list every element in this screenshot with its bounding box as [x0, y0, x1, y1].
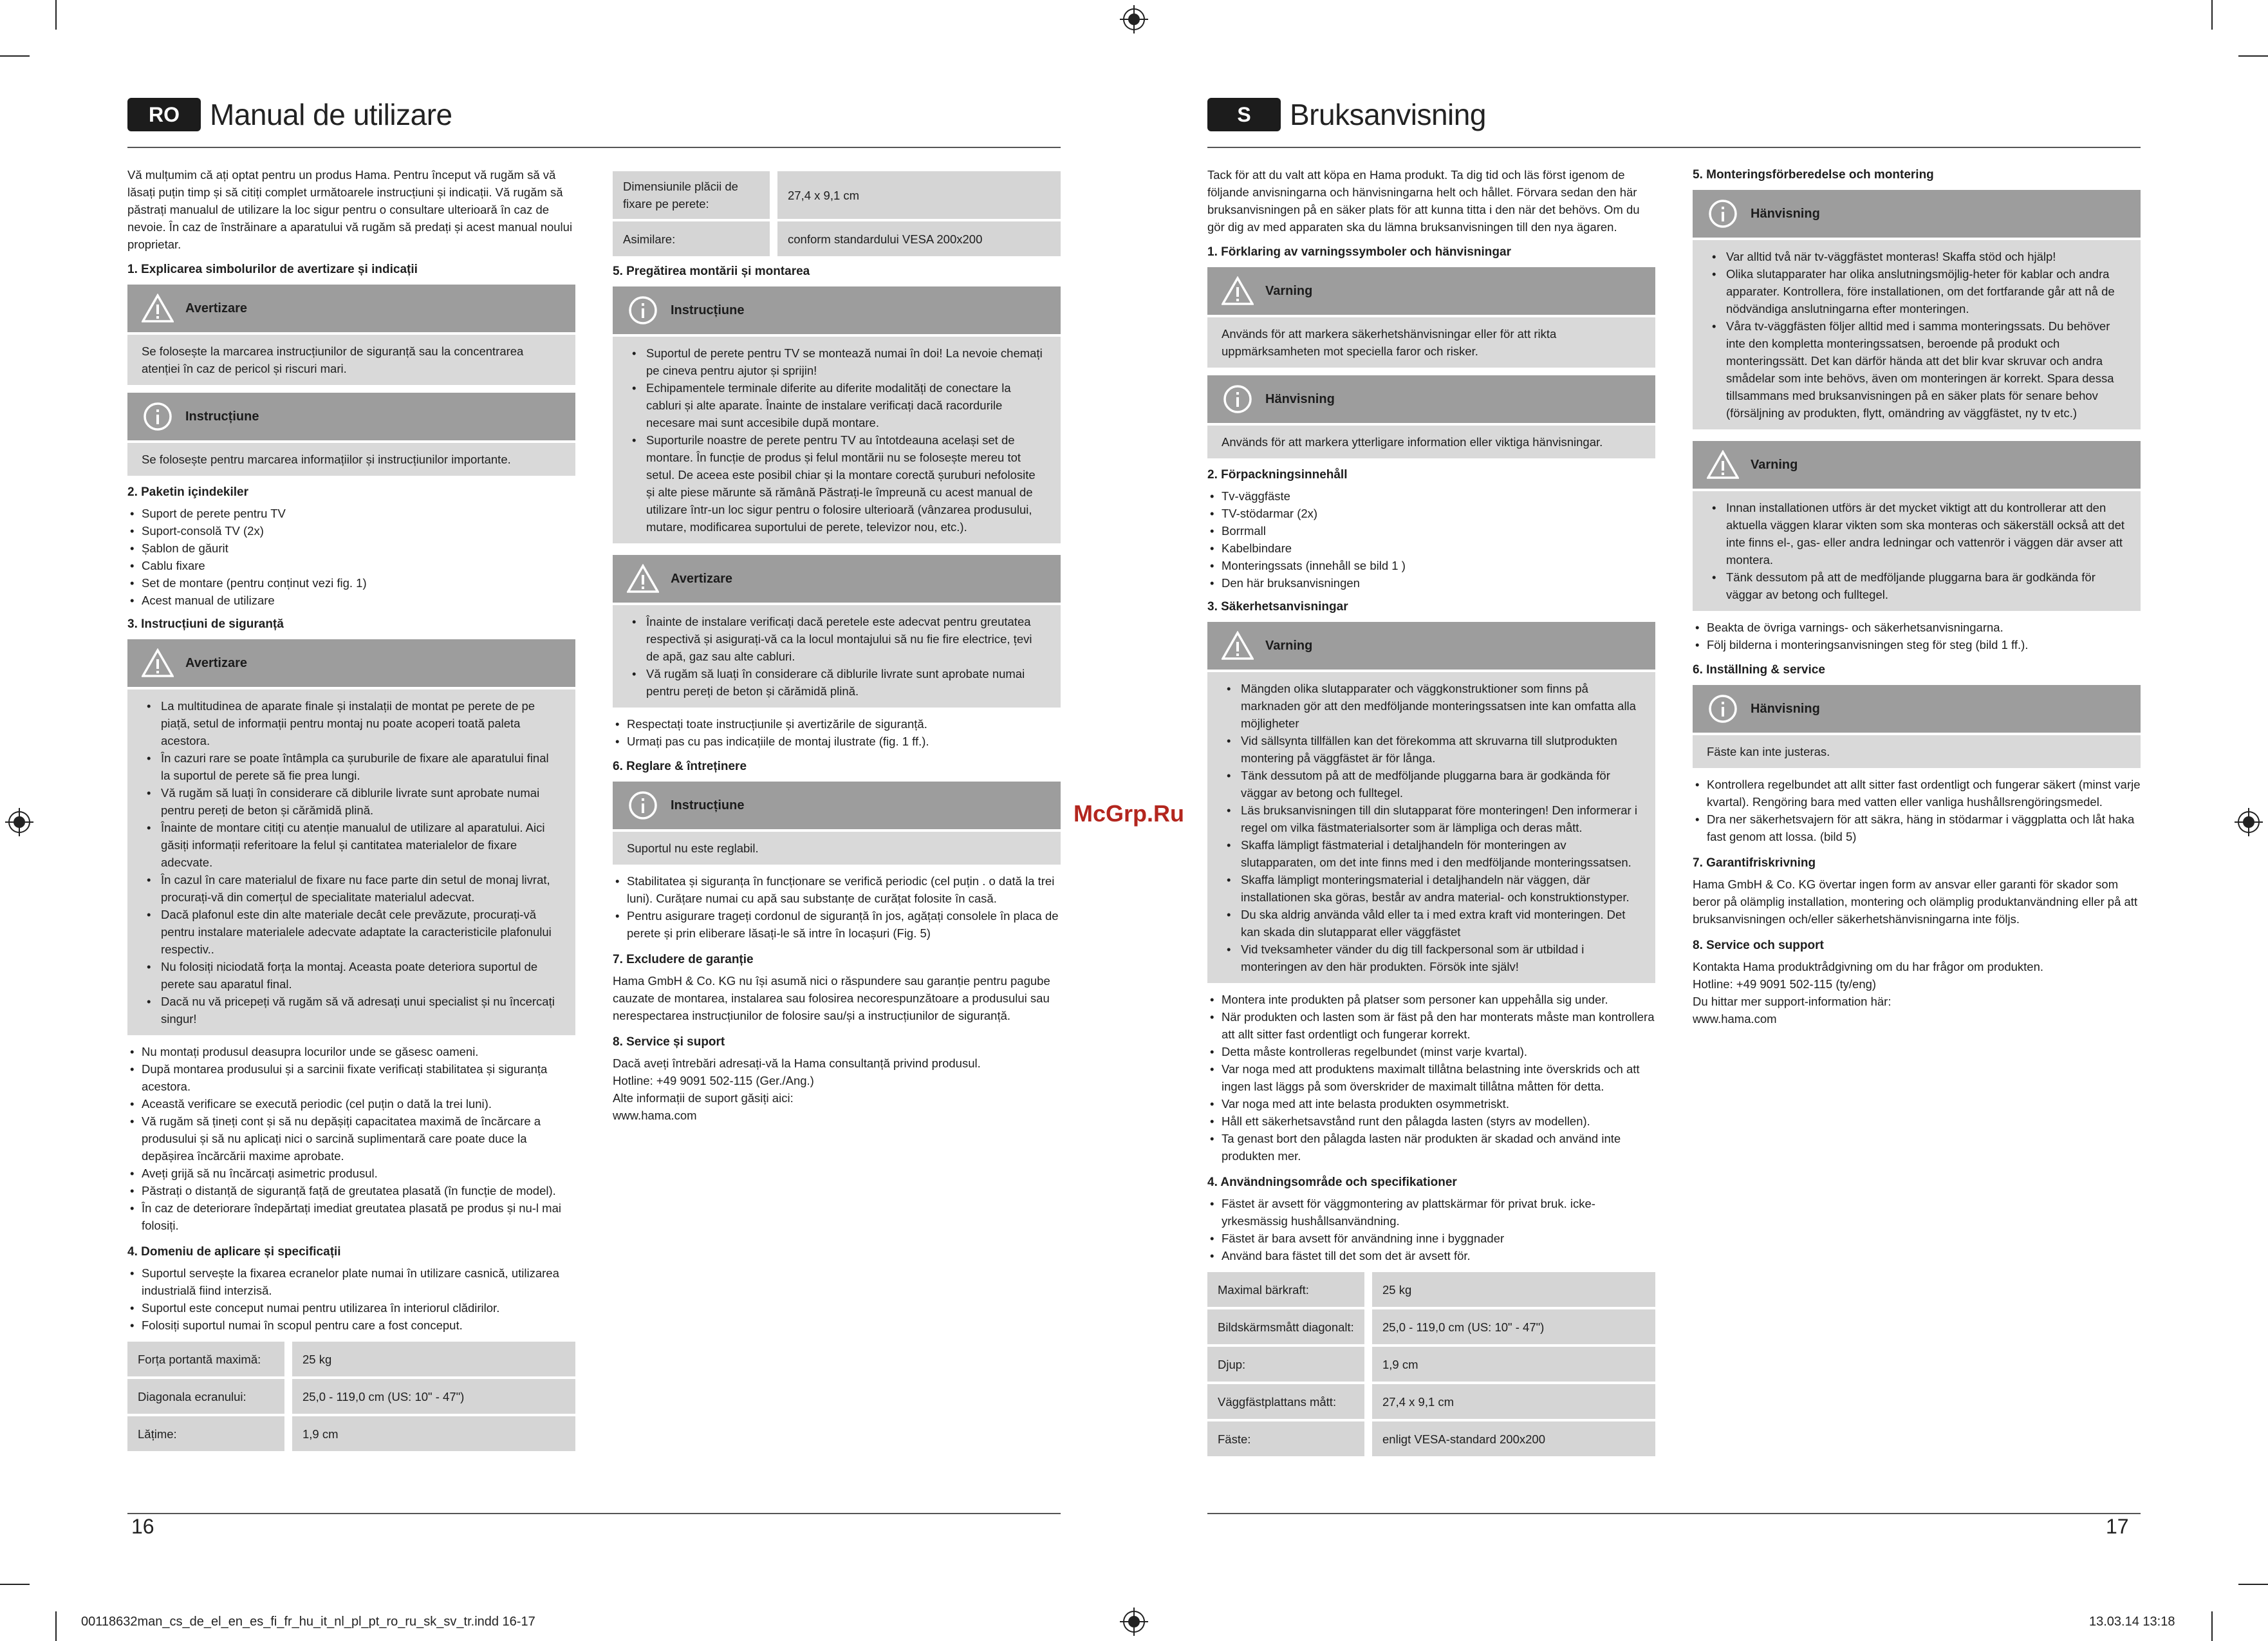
- usage-list: [127, 1264, 575, 1334]
- table-row: [1207, 1309, 1655, 1344]
- table-row: [1207, 1384, 1655, 1419]
- package-contents-list: [1207, 487, 1655, 592]
- section-heading: 1. Explicarea simbolurilor de avertizare și indicații: [127, 263, 418, 276]
- left-column-2: [613, 169, 1061, 1124]
- warranty-text: Hama GmbH & Co. KG övertar ingen form av ansvar eller garanti för skador som beror på olämplig installation, montering och olämplig produktanvändning eller på att bruksanvisningen och/eller säkerhetshänvisningarna inte följs.: [1693, 877, 2138, 926]
- list-item: • Șablon de găurit: [127, 539, 575, 557]
- service-line: Hotline: +49 9091 502-115 (ty/eng): [1693, 977, 1877, 991]
- spec-key: Forța portantă maximă:: [127, 1342, 292, 1376]
- warning-triangle-icon: [1222, 630, 1254, 662]
- table-row: [613, 221, 1061, 256]
- warning-box: [127, 285, 575, 385]
- section-heading: 8. Service och support: [1693, 939, 1824, 952]
- list-item: • Urmați pas cu pas indicațiile de montaj ilustrate (fig. 1 ff.).: [613, 733, 1061, 750]
- note-text: Se folosește pentru marcarea informațiilor și instrucțiunilor importante.: [127, 443, 575, 476]
- page-number: 17: [2106, 1515, 2129, 1538]
- spec-table: [613, 169, 1061, 259]
- footer-rule: [1207, 1513, 2141, 1514]
- maintenance-list: [1693, 776, 2141, 845]
- section-heading: 4. Domeniu de aplicare și specificații: [127, 1245, 341, 1259]
- note-label: Hänvisning: [1265, 391, 1335, 406]
- note-label: Hänvisning: [1751, 206, 1820, 221]
- list-item: • Această verificare se execută periodic (cel puțin o dată la trei luni).: [127, 1095, 575, 1112]
- warning-triangle-icon: [142, 292, 174, 324]
- list-item: • Den här bruksanvisningen: [1207, 574, 1655, 592]
- list-item: • Läs bruksanvisningen till din slutapparat före monteringen! Den informerar i regel om vilka fästmaterialsorter som är lämpliga och deras mått.: [1222, 802, 1641, 836]
- spec-key: Fäste:: [1207, 1421, 1372, 1456]
- list-item: • Du ska aldrig använda våld eller ta i med extra kraft vid monteringen. Det kan skada din slutapparat eller väggfästet: [1222, 906, 1641, 941]
- warranty-text: Hama GmbH & Co. KG nu își asumă nici o răspundere sau garanție pentru pagube cauzate de montarea, instalarea sau folosirea necorespunzătoare a produsului sau nerespectarea instrucțiunilor de folosire sau/și a instrucțiunilor de siguranță.: [613, 974, 1050, 1022]
- page-title: Manual de utilizare: [210, 97, 452, 131]
- warning-text: Se folosește la marcarea instrucțiunilor de siguranță sau la concentrarea atenției în caz de pericol și riscuri mari.: [127, 335, 575, 385]
- right-column-1: [1207, 166, 1655, 1459]
- list-item: • Innan installationen utförs är det mycket viktigt att du kontrollerar att den aktuella väggen klarar vikten som ska monteras och säkerställ också att det inte finns el-, gas- eller andra ledningar och vattenrör i väggen där avser att montera.: [1707, 499, 2126, 568]
- list-item: • Stabilitatea și siguranța în funcționare se verifică periodic (cel puțin . o dată la trei luni). Curățare numai cu apă sau substanțe de curățat folosite în casă.: [613, 872, 1061, 907]
- list-item: • În caz de deteriorare îndepărtați imediat greutatea plasată pe produs și nu-l mai folosiți.: [127, 1199, 575, 1234]
- list-item: • Använd bara fästet till det som det är avsett för.: [1207, 1247, 1655, 1264]
- note-box: [613, 782, 1061, 865]
- list-item: • Olika slutapparater har olika anslutningsmöjlig-heter för kablar och andra apparater. Kontrollera, före installationen, om det fortfarande går att nå de nödvändiga anslutningarna efter monteringen.: [1707, 265, 2126, 317]
- list-item: • Tv-väggfäste: [1207, 487, 1655, 505]
- table-row: [1207, 1421, 1655, 1456]
- warning-triangle-icon: [627, 563, 659, 595]
- spec-table: [127, 1339, 575, 1454]
- note-text: Fäste kan inte justeras.: [1693, 735, 2141, 768]
- info-icon: [627, 789, 659, 821]
- list-item: • Ta genast bort den pålagda lasten när produkten är skadad och använd inte produkten mer.: [1207, 1130, 1655, 1165]
- list-item: • Folosiți suportul numai în scopul pentru care a fost conceput.: [127, 1317, 575, 1334]
- note-text: Används för att markera ytterligare information eller viktiga hänvisningar.: [1207, 426, 1655, 458]
- note-box: [1693, 685, 2141, 768]
- slug-date: 13.03.14 13:18: [2089, 1615, 2175, 1629]
- language-badge: RO: [127, 98, 201, 131]
- list-item: • Suporturile noastre de perete pentru TV au întotdeauna același set de montare. În funcție de produs și felul montării nu se folosește mereu tot setul. De aceea este posibil chiar și la montare corectă șuruburi nefolosite și alte piese mărunte să rămână Păstrați-le împreună cu acest manual de utilizare într-un loc sigur pentru o folosire ulterioară (vânzarea produsului, mutare, modificarea suportului de perete, televizor nou, etc.).: [627, 431, 1046, 536]
- right-column-2: [1693, 166, 2141, 1027]
- section-heading: 7. Garantifriskrivning: [1693, 856, 1816, 870]
- list-item: • Beakta de övriga varnings- och säkerhetsanvisningarna.: [1693, 619, 2141, 636]
- note-label: Instrucțiune: [185, 409, 259, 424]
- list-item: • Vid tveksamheter vänder du dig till fackpersonal som är utbildad i monteringen av den här produkten. Försök inte själv!: [1222, 941, 1641, 975]
- section-heading: 2. Förpackningsinnehåll: [1207, 468, 1348, 482]
- section-heading: 6. Reglare & întreținere: [613, 760, 747, 773]
- section-heading: 5. Monteringsförberedelse och montering: [1693, 168, 1934, 182]
- list-item: • Mängden olika slutapparater och väggkonstruktioner som finns på marknaden gör att den medföljande monteringssatsen inte kan omfatta alla möjligheter: [1222, 680, 1641, 732]
- spec-key: Djup:: [1207, 1347, 1372, 1382]
- list-item: • Skaffa lämpligt fästmaterial i detaljhandeln för monteringen av slutapparaten, om det inte finns med i den medföljande monteringssatsen.: [1222, 836, 1641, 871]
- spec-key: Bildskärmsmått diagonalt:: [1207, 1309, 1372, 1344]
- service-line: Dacă aveți întrebări adresați-vă la Hama consultanță privind produsul.: [613, 1056, 981, 1070]
- list-item: • Tänk dessutom på att de medföljande pluggarna bara är godkända för väggar av betong och fulltegel.: [1707, 568, 2126, 603]
- warning-label: Avertizare: [185, 301, 247, 315]
- list-item: • Set de montare (pentru conținut vezi fig. 1): [127, 574, 575, 592]
- page-number: 16: [131, 1515, 154, 1538]
- list-item: • Skaffa lämpligt monteringsmaterial i detaljhandeln när väggen, där installationen ska göras, består av andra material- och konstruktionstyper.: [1222, 871, 1641, 906]
- section-heading: 3. Instrucțiuni de siguranță: [127, 617, 284, 631]
- list-item: • Nu folosiți niciodată forța la montaj. Aceasta poate deteriora suportul de perete sau aparatul final.: [142, 958, 561, 993]
- list-item: • Kabelbindare: [1207, 539, 1655, 557]
- list-item: • Suportul servește la fixarea ecranelor plate numai în utilizare casnică, utilizarea industrială fiind interzisă.: [127, 1264, 575, 1299]
- spec-value: 1,9 cm: [1372, 1347, 1655, 1382]
- section-heading: 7. Excludere de garanție: [613, 953, 754, 966]
- list-item: • TV-stödarmar (2x): [1207, 505, 1655, 522]
- warning-label: Varning: [1265, 283, 1313, 298]
- language-badge: S: [1207, 98, 1281, 131]
- list-item: • Monteringssats (innehåll se bild 1 ): [1207, 557, 1655, 574]
- usage-list: [1207, 1195, 1655, 1264]
- mounting-list: [613, 715, 1061, 750]
- list-item: • Înainte de montare citiți cu atenție manualul de utilizare al aparatului. Aici găsiți informații referitoare la felul și cantitatea materialelor de fixare adecvate.: [142, 819, 561, 871]
- warning-label: Varning: [1751, 457, 1798, 472]
- mounting-list: [1693, 619, 2141, 653]
- list-item: • Cablu fixare: [127, 557, 575, 574]
- section-heading: 3. Säkerhetsanvisningar: [1207, 600, 1348, 614]
- warning-box: [613, 555, 1061, 708]
- list-item: • Våra tv-väggfästen följer alltid med i samma monteringssats. Du behöver inte den kompletta monteringssatsen, beroende på produkt och monteringssätt. Det kan därför hända att det blir kvar skruvar och andra smådelar som inte behövs, även om monteringen är korrekt. Spara dessa tillsammans med bruksanvisningen på en säker plats för senare behov (försäljning av produkten, flytt, omändring av väggfästet, ny tv etc.): [1707, 317, 2126, 422]
- slug-filename: 00118632man_cs_de_el_en_es_fi_fr_hu_it_nl_pl_pt_ro_ru_sk_sv_tr.indd 16-17: [81, 1615, 535, 1629]
- list-item: • Vă rugăm să luați în considerare că diblurile livrate sunt aprobate numai pentru pereți de beton și cărămidă plină.: [142, 784, 561, 819]
- warning-triangle-icon: [1707, 449, 1739, 481]
- section-heading: 1. Förklaring av varningssymboler och hänvisningar: [1207, 245, 1511, 259]
- list-item: • Pentru asigurare trageți cordonul de siguranță în jos, agățați consolele în placa de perete și prin eliberare lăsați-le să intre în locașuri (Fig. 5): [613, 907, 1061, 942]
- note-label: Instrucțiune: [671, 798, 745, 812]
- list-item: • La multitudinea de aparate finale și instalații de montat pe perete de pe piață, setul de informații pentru montaj nu poate acoperi toată paleta acestora.: [142, 697, 561, 749]
- list-item: • Păstrați o distanță de siguranță față de greutatea plasată (în funcție de model).: [127, 1182, 575, 1199]
- left-column-1: [127, 166, 575, 1454]
- list-item: • Fästet är bara avsett för användning inne i byggnader: [1207, 1230, 1655, 1247]
- list-item: • Suport-consolă TV (2x): [127, 522, 575, 539]
- service-line: Kontakta Hama produktrådgivning om du har frågor om produkten.: [1693, 960, 2044, 973]
- warning-box: [1693, 441, 2141, 611]
- table-row: [127, 1379, 575, 1414]
- spec-table: [1207, 1270, 1655, 1459]
- header-rule: [1207, 147, 2141, 148]
- spec-value: 1,9 cm: [292, 1416, 575, 1451]
- list-item: • Var alltid två när tv-väggfästet monteras! Skaffa stöd och hjälp!: [1707, 248, 2126, 265]
- website-link[interactable]: www.hama.com: [1693, 1012, 1777, 1026]
- footer-rule: [127, 1513, 1061, 1514]
- service-line: Du hittar mer support-information här:: [1693, 995, 1892, 1008]
- spec-value: enligt VESA-standard 200x200: [1372, 1421, 1655, 1456]
- list-item: • Nu montați produsul deasupra locurilor unde se găsesc oameni.: [127, 1043, 575, 1060]
- spec-value: 25 kg: [292, 1342, 575, 1376]
- list-item: • Vă rugăm să luați în considerare că diblurile livrate sunt aprobate numai pentru pereți de beton și cărămidă plină.: [627, 665, 1046, 700]
- page-header: [127, 97, 452, 133]
- spec-value: conform standardului VESA 200x200: [777, 221, 1061, 256]
- section-heading: 2. Paketin içindekiler: [127, 485, 248, 499]
- note-box: [613, 286, 1061, 543]
- table-row: [613, 171, 1061, 219]
- spec-value: 25 kg: [1372, 1272, 1655, 1307]
- list-item: • Acest manual de utilizare: [127, 592, 575, 609]
- spec-value: 27,4 x 9,1 cm: [1372, 1384, 1655, 1419]
- info-icon: [142, 400, 174, 433]
- spec-value: 25,0 - 119,0 cm (US: 10" - 47"): [292, 1379, 575, 1414]
- warning-label: Avertizare: [671, 571, 732, 586]
- list-item: • Vid sällsynta tillfällen kan det förekomma att skruvarna till slutprodukten montering på väggfästet är för långa.: [1222, 732, 1641, 767]
- note-label: Instrucțiune: [671, 303, 745, 317]
- safety-list: [127, 1043, 575, 1234]
- list-item: • Aveți grijă să nu încărcați asimetric produsul.: [127, 1165, 575, 1182]
- list-item: • Suportul de perete pentru TV se montează numai în doi! La nevoie chemați pe cineva pentru ajutor și sprijin!: [627, 344, 1046, 379]
- table-row: [1207, 1272, 1655, 1307]
- note-text: Suportul nu este reglabil.: [613, 832, 1061, 865]
- header-rule: [127, 147, 1061, 148]
- spec-value: 25,0 - 119,0 cm (US: 10" - 47"): [1372, 1309, 1655, 1344]
- list-item: • Detta måste kontrolleras regelbundet (minst varje kvartal).: [1207, 1043, 1655, 1060]
- spec-key: Diagonala ecranului:: [127, 1379, 292, 1414]
- list-item: • Håll ett säkerhetsavstånd runt den pålagda lasten (styrs av modellen).: [1207, 1112, 1655, 1130]
- list-item: • Montera inte produkten på platser som personer kan uppehålla sig under.: [1207, 991, 1655, 1008]
- page-header: [1207, 97, 1486, 133]
- section-heading: 4. Användningsområde och specifikationer: [1207, 1176, 1457, 1189]
- note-label: Hänvisning: [1751, 701, 1820, 716]
- list-item: • Var noga med att produktens maximalt tillåtna belastning inte överskrids och att ingen last läggs på som överskrider de maximalt tillåtna måtten för detta.: [1207, 1060, 1655, 1095]
- table-row: [127, 1342, 575, 1376]
- info-icon: [627, 294, 659, 326]
- note-box: [127, 393, 575, 476]
- warning-text: Används för att markera säkerhetshänvisningar eller för att rikta uppmärksamheten mot speciella faror och risker.: [1207, 317, 1655, 368]
- package-contents-list: [127, 505, 575, 609]
- note-box: [1207, 375, 1655, 458]
- list-item: • Kontrollera regelbundet att allt sitter fast ordentligt och fungerar säkert (minst varje kvartal). Rengöring bara med vatten eller vanliga hushållsrengöringsmedel.: [1693, 776, 2141, 811]
- list-item: • Înainte de instalare verificați dacă peretele este adecvat pentru greutatea respectivă și asigurați-vă ca la locul montajului să nu fie fire electrice, țevi de apă, gaz sau alte cabluri.: [627, 613, 1046, 665]
- warning-triangle-icon: [1222, 275, 1254, 307]
- list-item: • Echipamentele terminale diferite au diferite modalități de conectare la cabluri și alte aparate. Înainte de instalare verificați dacă racordurile necesare mai sunt accesibile după montare.: [627, 379, 1046, 431]
- intro-text: Vă mulțumim că ați optat pentru un produs Hama. Pentru început vă rugăm să vă lăsați puțin timp și să citiți complet următoarele instrucțiuni și indicații. Vă rugăm să păstrați manualul de utilizare la loc sigur pentru o consultare ulterioară în caz de nevoie. În caz de înstrăinare a aparatului vă rugăm să predați și acest manual noului proprietar.: [127, 168, 573, 251]
- list-item: • În cazuri rare se poate întâmpla ca șuruburile de fixare ale aparatului final la suportul de perete să fie prea lungi.: [142, 749, 561, 784]
- list-item: • Var noga med att inte belasta produkten osymmetriskt.: [1207, 1095, 1655, 1112]
- safety-list: [1207, 991, 1655, 1165]
- service-line: Hotline: +49 9091 502-115 (Ger./Ang.): [613, 1074, 814, 1087]
- list-item: • Dra ner säkerhetsvajern för att säkra, häng in stödarmar i väggplatta och låt haka fast genom att lossa. (bild 5): [1693, 811, 2141, 845]
- list-item: • Fästet är avsett för väggmontering av plattskärmar för privat bruk. icke-yrkesmässig hushållsanvändning.: [1207, 1195, 1655, 1230]
- list-item: • Respectați toate instrucțiunile și avertizările de siguranță.: [613, 715, 1061, 733]
- note-box: [1693, 190, 2141, 429]
- info-icon: [1707, 693, 1739, 725]
- list-item: • Borrmall: [1207, 522, 1655, 539]
- section-heading: 5. Pregătirea montării și montarea: [613, 265, 810, 278]
- service-line: Alte informații de suport găsiți aici:: [613, 1091, 794, 1105]
- spec-key: Asimilare:: [613, 221, 777, 256]
- spec-key: Dimensiunile plăcii de fixare pe perete:: [613, 171, 777, 219]
- warning-label: Varning: [1265, 638, 1313, 653]
- table-row: [127, 1416, 575, 1451]
- list-item: • Dacă plafonul este din alte materiale decât cele prevăzute, procurați-vă pentru instalare materialele adecvate adaptate la caracteristicile plafonului respectiv..: [142, 906, 561, 958]
- warning-triangle-icon: [142, 647, 174, 679]
- warning-box: [127, 639, 575, 1035]
- list-item: • După montarea produsului și a sarcinii fixate verificați stabilitatea și siguranța acestora.: [127, 1060, 575, 1095]
- list-item: • În cazul în care materialul de fixare nu face parte din setul de monaj livrat, procurați-vă din comerțul de specialitate materialul adecvat.: [142, 871, 561, 906]
- info-icon: [1222, 383, 1254, 415]
- page-title: Bruksanvisning: [1290, 97, 1486, 131]
- section-heading: 6. Inställning & service: [1693, 663, 1825, 677]
- list-item: • Vă rugăm să țineți cont și să nu depășiți capacitatea maximă de încărcare a produsului și să nu aplicați nici o sarcină suplimentară care poate duce la depășirea încărcării maxime aprobate.: [127, 1112, 575, 1165]
- list-item: • Följ bilderna i monteringsanvisningen steg för steg (bild 1 ff.).: [1693, 636, 2141, 653]
- warning-box: [1207, 267, 1655, 368]
- list-item: • Suportul este conceput numai pentru utilizarea în interiorul clădirilor.: [127, 1299, 575, 1317]
- spec-key: Maximal bärkraft:: [1207, 1272, 1372, 1307]
- list-item: • Suport de perete pentru TV: [127, 505, 575, 522]
- website-link[interactable]: www.hama.com: [613, 1109, 697, 1122]
- warning-box: [1207, 622, 1655, 983]
- page-right: [1134, 0, 2268, 1641]
- list-item: • Dacă nu vă pricepeți vă rugăm să vă adresați unui specialist și nu încercați singur!: [142, 993, 561, 1027]
- info-icon: [1707, 198, 1739, 230]
- section-heading: 8. Service și suport: [613, 1035, 725, 1049]
- list-item: • När produkten och lasten som är fäst på den har monterats måste man kontrollera att allt sitter fast ordentligt och fungerar korrekt.: [1207, 1008, 1655, 1043]
- spec-key: Lățime:: [127, 1416, 292, 1451]
- maintenance-list: [613, 872, 1061, 942]
- watermark: McGrp.Ru: [1074, 800, 1185, 827]
- intro-text: Tack för att du valt att köpa en Hama produkt. Ta dig tid och läs först igenom de följande anvisningarna och hänvisningarna helt och hållet. Förvara sedan den här bruksanvisningen på en säker plats för att kunna titta i den när det behövs. Om du gör dig av med apparaten ska du lämna bruksanvisningen till den nya ägaren.: [1207, 168, 1640, 234]
- list-item: • Tänk dessutom på att de medföljande pluggarna bara är godkända för väggar av betong och fulltegel.: [1222, 767, 1641, 802]
- table-row: [1207, 1347, 1655, 1382]
- spec-value: 27,4 x 9,1 cm: [777, 171, 1061, 219]
- spec-key: Väggfästplattans mått:: [1207, 1384, 1372, 1419]
- warning-label: Avertizare: [185, 655, 247, 670]
